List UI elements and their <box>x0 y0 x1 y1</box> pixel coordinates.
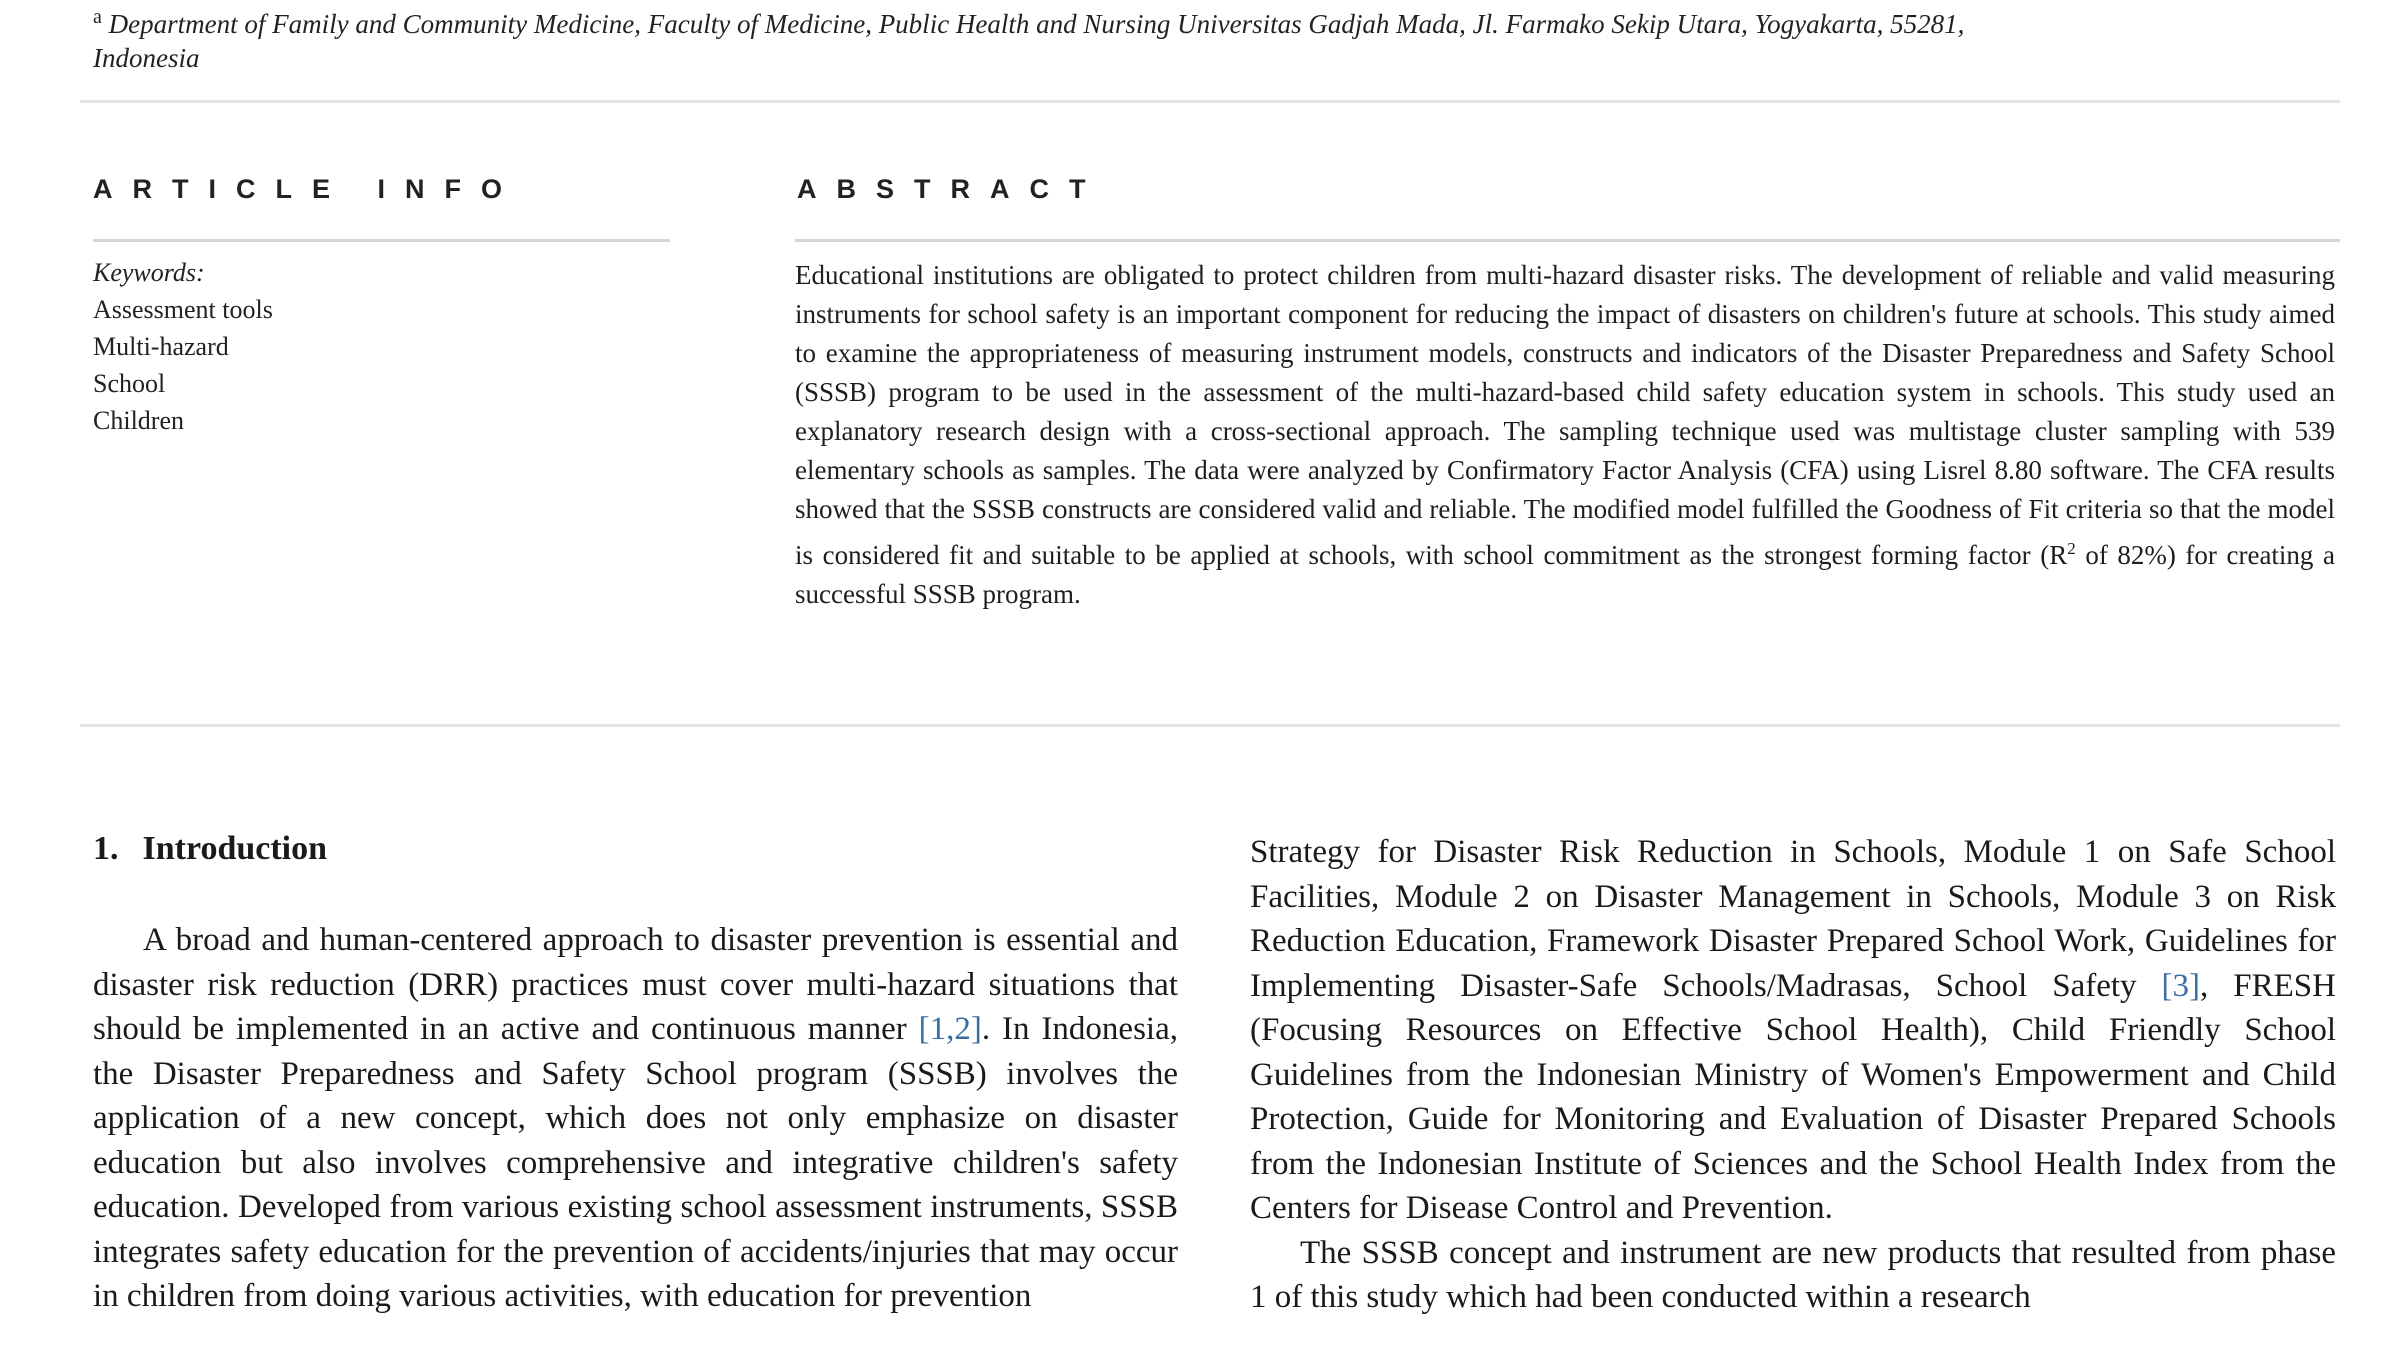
keyword-item: Assessment tools <box>93 295 273 324</box>
article-info-heading: ARTICLE INFO <box>93 174 522 204</box>
affiliation-marker: a <box>93 6 102 28</box>
abstract-body <box>795 256 2335 614</box>
body-column-left <box>93 918 1178 1319</box>
header-divider <box>80 100 2340 103</box>
article-info-divider <box>93 239 670 242</box>
keyword-item: Multi-hazard <box>93 332 229 361</box>
keywords-label: Keywords: <box>93 258 205 287</box>
abstract-superscript: 2 <box>2067 539 2076 558</box>
citation-link[interactable]: [1,2] <box>918 1011 982 1047</box>
body-column-right <box>1250 830 2336 1320</box>
keyword-item: School <box>93 369 166 398</box>
keyword-item: Children <box>93 406 184 435</box>
abstract-divider <box>795 239 2340 242</box>
intro-right-text-part2: , FRESH (Focusing Resources on Effective School Health), Child Friendly School Guidelines from the Indonesian Ministry of Women's Empowerment and Child Protection, Guide for Monitoring and Evaluation of Disaster Prepared Schools from the Indonesian Institute of Sciences and the School Health Index from the Centers for Disease Control and Prevention. <box>1250 967 2336 1226</box>
affiliation-text: Department of Family and Community Medicine, Faculty of Medicine, Public Health and Nursing Universitas Gadjah Mada, Jl. Farmako Sekip Utara, Yogyakarta, 55281, Indonesia <box>93 9 1965 73</box>
intro-paragraph: The SSSB concept and instrument are new products that resulted from phase 1 of this study which had been conducted within a research <box>1250 1234 2336 1315</box>
intro-text-part2: . In Indonesia, the Disaster Preparedness and Safety School program (SSSB) involves the application of a new concept, which does not only emphasize on disaster education but also involves comprehensive and integrative children's safety education. Developed from various existing school assessment instruments, SSSB integrates safety education for the prevention of accidents/injuries that may occur in children from doing various activities, with education for prevention <box>93 1011 1178 1314</box>
citation-link[interactable]: [3] <box>2161 967 2201 1004</box>
abstract-text-part1: Educational institutions are obligated to protect children from multi-hazard disaster risks. The development of reliable and valid measuring instruments for school safety is an important component for reducing the impact of disasters on children's future at schools. This study aimed to examine the appropriateness of measuring instrument models, constructs and indicators of the Disaster Preparedness and Safety School (SSSB) program to be used in the assessment of the multi-hazard-based child safety education system in schools. This study used an explanatory research design with a cross-sectional approach. The sampling technique used was multistage cluster sampling with 539 elementary schools as samples. The data were analyzed by Confirmatory Factor Analysis (CFA) using Lisrel 8.80 software. The CFA results showed that the SSSB constructs are considered valid and reliable. The modified model fulfilled the Goodness of Fit criteria so that the model is considered fit and suitable to be applied at schools, with school commitment as the strongest forming factor (R <box>795 260 2335 570</box>
section-title: Introduction <box>142 830 328 867</box>
intro-paragraph <box>1250 830 2336 1231</box>
abstract-text-part2: of 82%) for creating a successful SSSB program. <box>795 540 2335 609</box>
abstract-bottom-divider <box>80 724 2340 727</box>
intro-text-part1: A broad and human-centered approach to disaster prevention is essential and disaster risk reduction (DRR) practices must cover multi-hazard situations that should be implemented in an active and continuous manner <box>93 922 1178 1047</box>
section-number: 1. <box>93 830 119 867</box>
section-heading-introduction <box>93 830 327 868</box>
abstract-heading: ABSTRACT <box>797 174 1106 204</box>
author-affiliation <box>93 0 2023 75</box>
keywords-list <box>93 254 273 439</box>
intro-right-text-part1: Strategy for Disaster Risk Reduction in Schools, Module 1 on Safe School Facilities, Module 2 on Disaster Management in Schools, Module 3 on Risk Reduction Education, Framework Disaster Prepared School Work, Guidelines for Implementing Disaster-Safe Schools/Madrasas, School Safety <box>1250 834 2336 1004</box>
